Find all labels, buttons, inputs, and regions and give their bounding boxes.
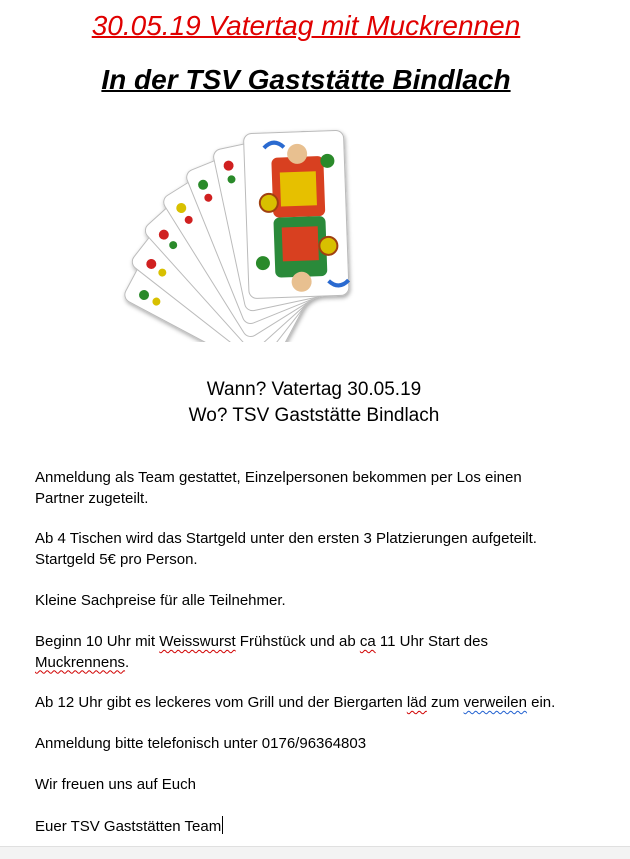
text-line: Partner zugeteilt. xyxy=(35,489,149,507)
text-line: Kleine Sachpreise für alle Teilnehmer. xyxy=(35,592,286,609)
text-line[interactable] xyxy=(35,816,595,838)
text-line: Anmeldung als Team gestattet, Einzelpersonen bekommen per Los einen xyxy=(35,469,522,486)
text-line xyxy=(35,653,595,674)
headline: 30.05.19 Vatertag mit Muckrennen xyxy=(91,10,521,41)
spellcheck-word: Muckrennens xyxy=(35,653,126,671)
text-run: Euer TSV Gaststätten Team xyxy=(35,818,222,835)
paragraph-start-time xyxy=(35,632,595,673)
spellcheck-word: Weisswurst xyxy=(159,633,236,650)
text-run: 11 Uhr Start des xyxy=(375,633,488,650)
text-run: zum xyxy=(426,694,464,711)
text-run: Beginn 10 Uhr mit xyxy=(35,633,160,650)
text-line: Ab 4 Tischen wird das Startgeld unter den ersten 3 Platzierungen aufgeteilt. xyxy=(35,530,537,547)
text-run: Frühstück und ab xyxy=(235,633,360,650)
grammarcheck-word: verweilen xyxy=(463,694,527,711)
spellcheck-word: ca xyxy=(359,633,376,650)
text-line xyxy=(35,632,595,653)
paragraph-grill xyxy=(35,693,595,714)
text-run: . xyxy=(125,653,130,671)
paragraph-signature[interactable] xyxy=(35,816,595,838)
playing-cards-image xyxy=(120,106,460,342)
subheadline: In der TSV Gaststätte Bindlach xyxy=(101,64,511,95)
paragraph-phone xyxy=(35,734,595,755)
spellcheck-word: läd xyxy=(406,694,427,711)
paragraph-prizes xyxy=(35,591,595,612)
event-where: Wo? TSV Gaststätte Bindlach xyxy=(188,405,440,426)
text-run: ein. xyxy=(526,694,556,711)
text-line xyxy=(35,693,595,714)
text-cursor xyxy=(222,816,223,834)
paragraph-registration xyxy=(35,468,595,509)
text-line: Anmeldung bitte telefonisch unter 0176/96364803 xyxy=(35,735,367,752)
text-run: Ab 12 Uhr gibt es leckeres vom Grill und der Biergarten xyxy=(35,694,407,711)
text-line: Startgeld 5€ pro Person. xyxy=(35,550,198,568)
paragraph-greeting xyxy=(35,775,595,796)
text-line: Wir freuen uns auf Euch xyxy=(35,776,196,793)
page-bottom-edge xyxy=(0,846,630,859)
event-when: Wann? Vatertag 30.05.19 xyxy=(206,379,422,400)
paragraph-entry-fee xyxy=(35,529,595,570)
